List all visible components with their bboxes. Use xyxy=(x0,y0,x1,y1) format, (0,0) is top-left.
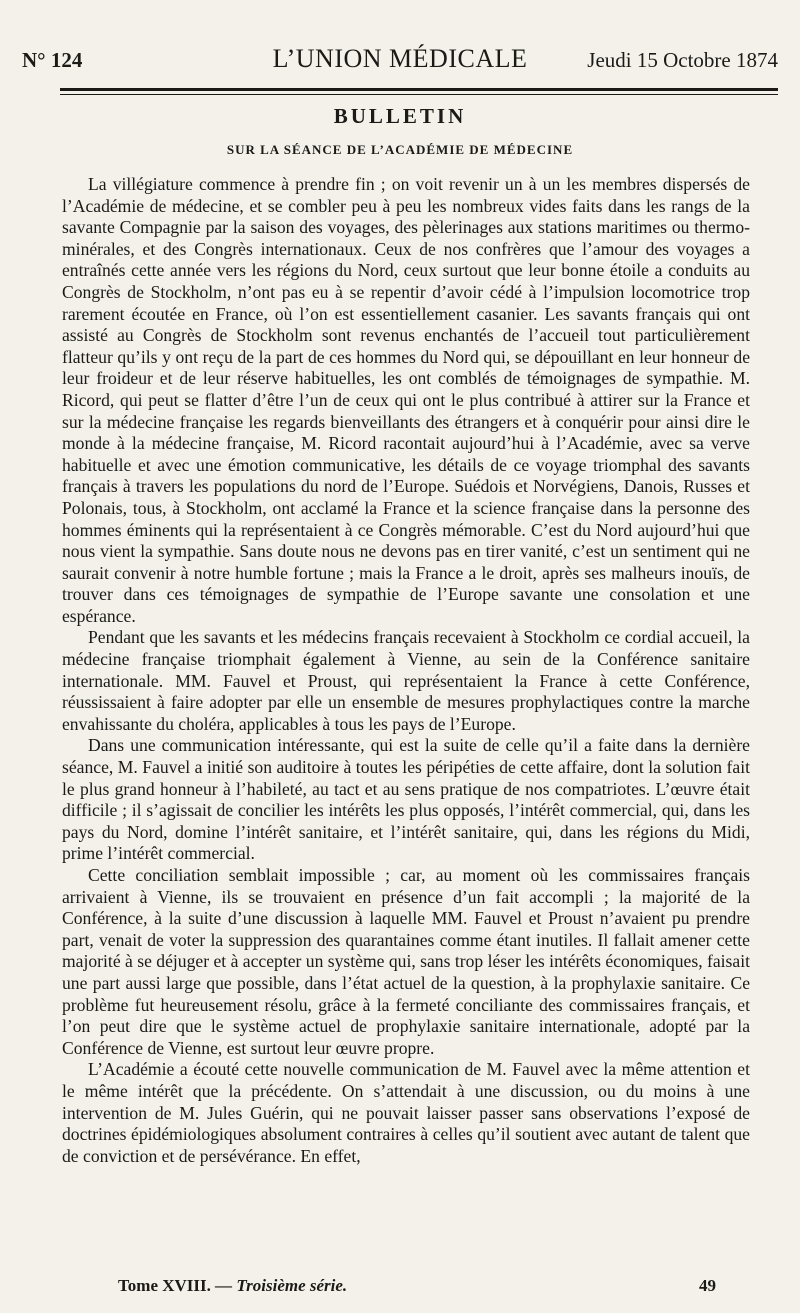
section-title: BULLETIN xyxy=(333,104,467,128)
paragraph: La villégiature commence à prendre fin ; on voit revenir un à un les membres dispersés de l’Académie de médecine, et se combler peu à peu les nombreux vides faits dans les rangs de la savante Compagnie par la saison des voyages, des pèlerinages aux stations maritimes ou thermo-minérales, et des Congrès internationaux. Ceux de nos confrères que l’amour des voyages a entraînés cette année vers les régions du Nord, ceux surtout que leur bonne étoile a conduits au Congrès de Stockholm, n’ont pas eu à se repentir d’avoir cédé à l’impulsion locomotrice trop rarement écoutée en France, où l’on est essentiellement casanier. Les savants français qui ont assisté au Congrès de Stockholm sont revenus enchantés de l’accueil tout particulièrement flatteur qu’ils y ont reçu de la part de ces hommes du Nord qui, se dépouillant en leur honneur de leur froideur et de leur réserve habituelles, les ont comblés de témoignages de sympathie. M. Ricord, qui peut se flatter d’être l’un de ceux qui ont le plus contribué à attirer sur la France et sur la médecine française les regards bienveillants des étrangers et à conquérir pour ainsi dire le monde à la médecine française, M. Ricord racontait aujourd’hui à l’Académie, avec sa verve habituelle et avec une émotion communicative, les détails de ce voyage triomphal des savants français à travers les populations du nord de l’Europe. Suédois et Norvégiens, Danois, Russes et Polonais, tous, à Stockholm, ont acclamé la France et la science française dans la personne des hommes éminents qui la représentaient à ce Congrès mémorable. C’est du Nord aujourd’hui que nous vient la sympathie. Sans doute nous ne devons pas en tirer vanité, c’est un sentiment qui ne saurait convenir à notre humble fortune ; mais la France a le droit, après ses malheurs inouïs, de trouver dans ces témoignages de sympathie de l’Europe savante une consolation et une espérance. xyxy=(62,174,750,626)
section-subtitle: SUR LA SÉANCE DE L’ACADÉMIE DE MÉDECINE xyxy=(226,142,574,157)
page-number: 49 xyxy=(699,1276,716,1295)
tome-label: Tome XVIII. xyxy=(118,1276,211,1295)
page-footer xyxy=(118,1276,716,1300)
paragraph: Dans une communication intéressante, qui est la suite de celle qu’il a faite dans la dernière séance, M. Fauvel a initié son auditoire à toutes les péripéties de cette affaire, dont la solution fait le plus grand honneur à l’habileté, au tact et au sens pratique de nos compatriotes. L’œuvre était difficile ; il s’agissait de concilier les intérêts les plus opposés, l’intérêt commercial, qui, dans les pays du Nord, domine l’intérêt sanitaire, et l’intérêt sanitaire, qui, dans les régions du Midi, prime l’intérêt commercial. xyxy=(62,735,750,864)
paragraph: Cette conciliation semblait impossible ; car, au moment où les commissaires français arrivaient à Vienne, ils se trouvaient en présence d’un fait accompli ; la majorité de la Conférence, à la suite d’une discussion à laquelle MM. Fauvel et Proust n’avaient pu prendre part, venait de voter la suppression des quarantaines comme étant inutiles. Il fallait amener cette majorité à se déjuger et à accepter un système qui, sans trop léser les intérêts économiques, faisait une part aussi large que possible, dans l’état actuel de la question, à la prophylaxie sanitaire. Ce problème fut heureusement résolu, grâce à la fermeté conciliante des commissaires français, et l’on peut dire que le système actuel de prophylaxie sanitaire internationale, adopté par la Conférence de Vienne, est surtout leur œuvre propre. xyxy=(62,865,750,1058)
footer-tome xyxy=(118,1276,347,1296)
article-body xyxy=(62,174,750,1167)
series-label: — Troisième série. xyxy=(215,1276,348,1295)
issue-number: N° 124 xyxy=(22,48,83,72)
paragraph: L’Académie a écouté cette nouvelle communication de M. Fauvel avec la même attention et le même intérêt que la précédente. On s’attendait à une discussion, ou du moins à une intervention de M. Jules Guérin, qui ne pouvait laisser passer sans observations l’exposé de doctrines épidémiologiques absolument contraires à celles qu’il soutient avec autant de talent que de conviction et de persévérance. En effet, xyxy=(62,1059,750,1166)
journal-title: L’UNION MÉDICALE xyxy=(272,44,528,73)
header-rule-thick xyxy=(60,88,778,91)
header-rule-thin xyxy=(60,94,778,95)
paragraph: Pendant que les savants et les médecins français recevaient à Stockholm ce cordial accueil, la médecine française triomphait également à Vienne, au sein de la Conférence sanitaire internationale. MM. Fauvel et Proust, qui représentaient la France à cette Conférence, réussissaient à faire adopter par elle un ensemble de mesures prophylactiques contre la marche envahissante du choléra, applicables à tous les pays de l’Europe. xyxy=(62,627,750,734)
issue-date: Jeudi 15 Octobre 1874 xyxy=(587,48,778,72)
page-header xyxy=(22,44,778,78)
